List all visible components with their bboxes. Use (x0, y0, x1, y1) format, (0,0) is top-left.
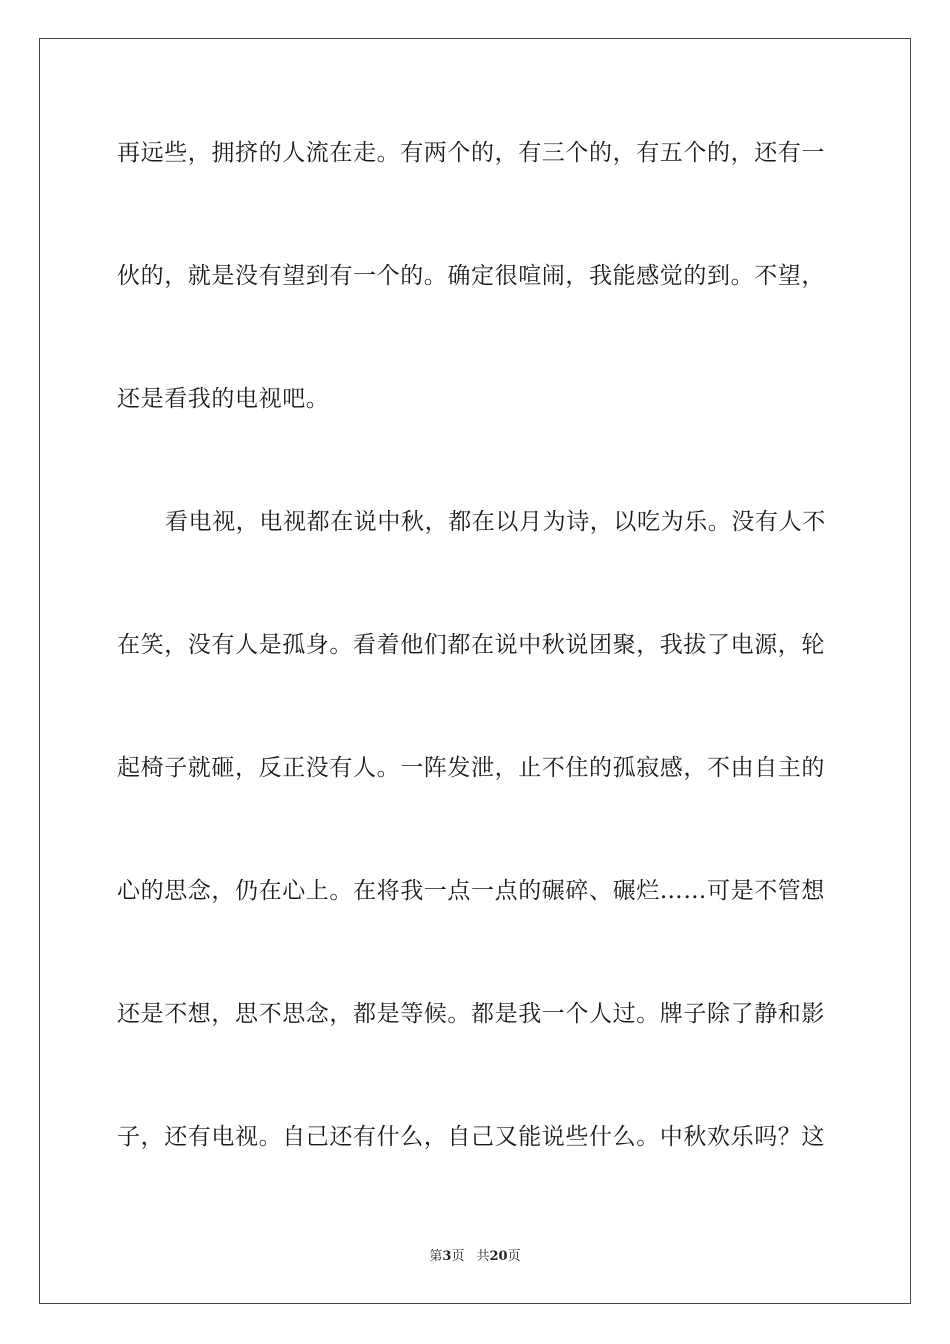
total-suffix: 页 (507, 1249, 521, 1264)
text-line-4-paragraph-start: 看电视，电视都在说中秋，都在以月为诗，以吃为乐。没有人不 (165, 509, 826, 535)
page-suffix: 页 (451, 1249, 465, 1264)
text-line-7: 心的思念，仍在心上。在将我一点一点的碾碎、碾烂……可是不管想 (117, 878, 825, 904)
text-line-8: 还是不想，思不思念，都是等候。都是我一个人过。牌子除了静和影 (117, 1001, 825, 1027)
text-line-3: 还是看我的电视吧。 (117, 386, 330, 412)
page-number: 3 (442, 1249, 452, 1264)
text-line-6: 起椅子就砸，反正没有人。一阵发泄，止不住的孤寂感，不由自主的 (117, 755, 825, 781)
text-line-9: 子，还有电视。自己还有什么，自己又能说些什么。中秋欢乐吗？这 (117, 1124, 825, 1150)
page-border (39, 38, 911, 1304)
page-prefix: 第 (429, 1249, 443, 1264)
total-pages: 20 (489, 1249, 508, 1264)
text-line-2: 伙的，就是没有望到有一个的。确定很喧闹，我能感觉的到。不望， (117, 263, 825, 289)
text-line-1: 再远些，拥挤的人流在走。有两个的，有三个的，有五个的，还有一 (117, 140, 825, 166)
text-line-5: 在笑，没有人是孤身。看着他们都在说中秋说团聚，我拔了电源，轮 (117, 632, 825, 658)
page-footer (0, 1248, 950, 1266)
total-prefix: 共 (476, 1249, 490, 1264)
